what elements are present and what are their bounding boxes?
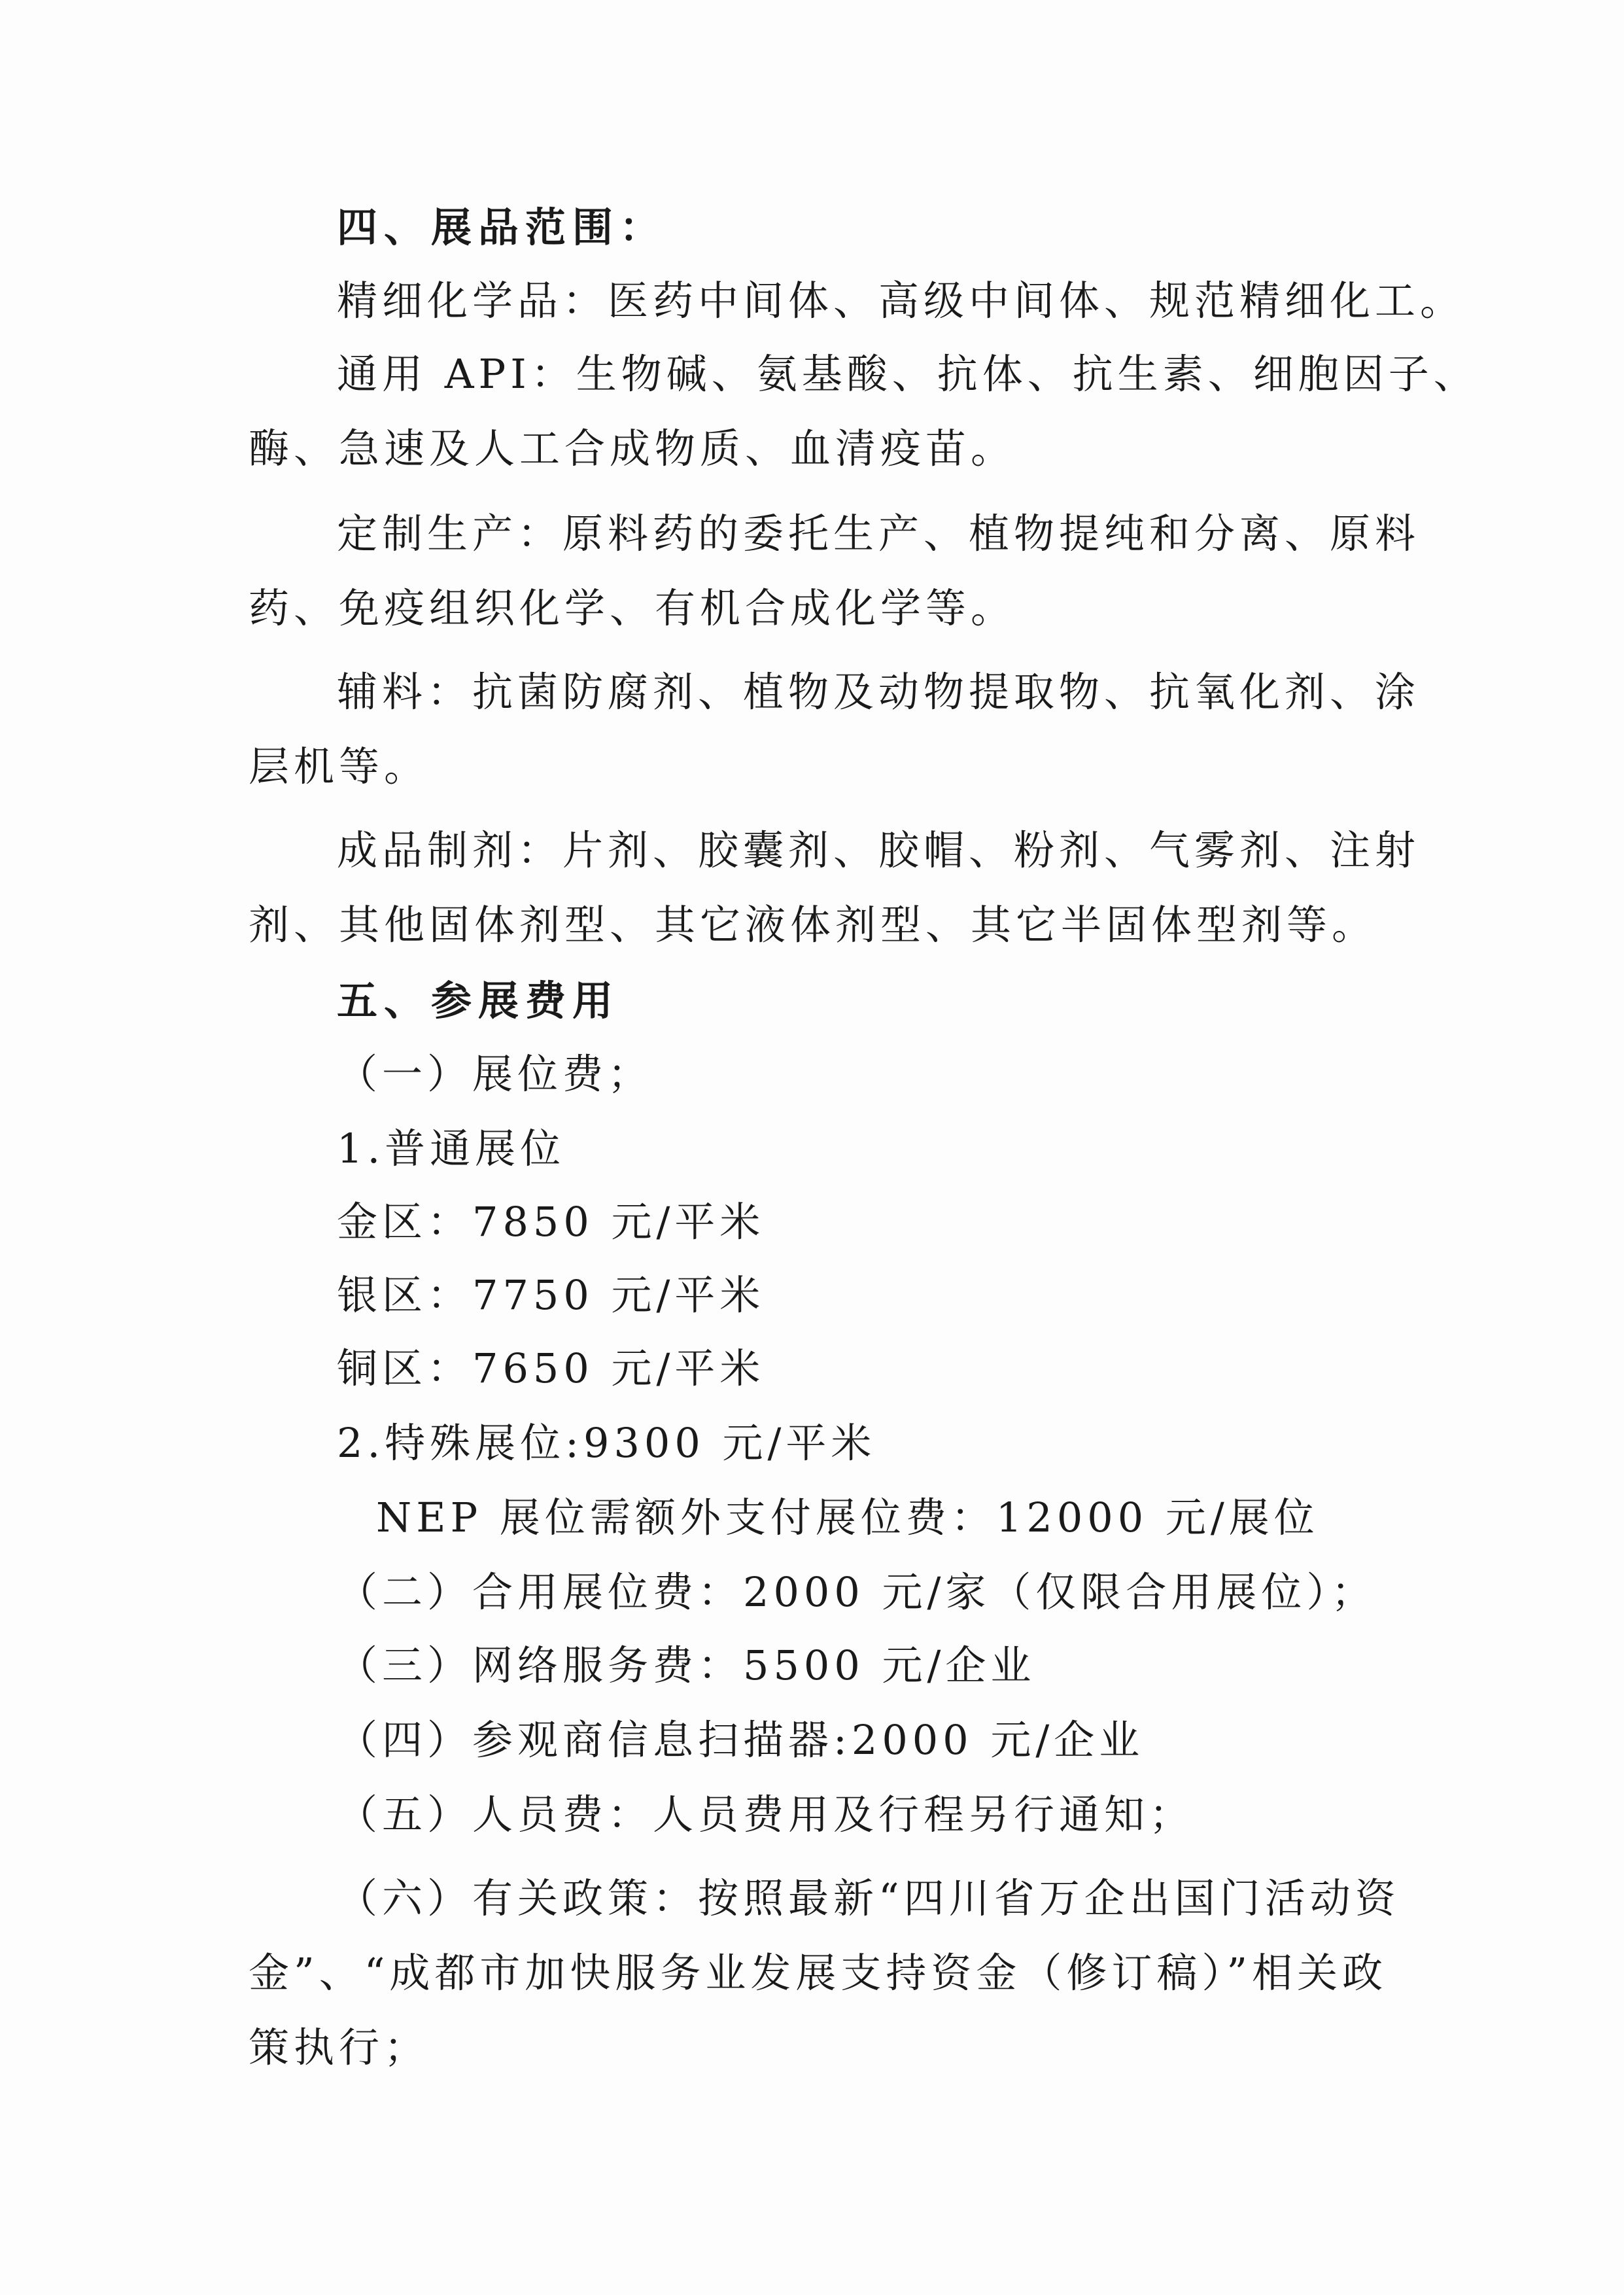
section-heading-fees: 五、参展费用 xyxy=(337,977,620,1025)
fee-item-personnel: （五）人员费：人员费用及行程另行通知； xyxy=(337,1791,1195,1838)
fee-item-gold-zone: 金区：7850 元/平米 xyxy=(337,1198,765,1246)
fee-item-visitor-scanner: （四）参观商信息扫描器:2000 元/企业 xyxy=(337,1716,1145,1764)
paragraph-api-line-2: 酶、急速及人工合成物质、血清疫苗。 xyxy=(249,425,1016,472)
paragraph-fine-chemicals: 精细化学品：医药中间体、高级中间体、规范精细化工。 xyxy=(337,277,1466,324)
fee-item-policy-line-2: 金”、“成都市加快服务业发展支持资金（修订稿）”相关政 xyxy=(249,1949,1388,1997)
paragraph-finished-line-2: 剂、其他固体剂型、其它液体剂型、其它半固体型剂等。 xyxy=(249,901,1377,949)
fee-item-booth: （一）展位费； xyxy=(337,1050,653,1098)
fee-item-special-booth: 2.特殊展位:9300 元/平米 xyxy=(337,1419,876,1467)
fee-item-policy-line-3: 策执行； xyxy=(249,2023,430,2071)
fee-item-standard-booth: 1.普通展位 xyxy=(337,1125,566,1172)
fee-item-silver-zone: 银区：7750 元/平米 xyxy=(337,1271,765,1319)
section-heading-exhibit-scope: 四、展品范围： xyxy=(337,203,667,251)
paragraph-api-line-1: 通用 API：生物碱、氨基酸、抗体、抗生素、细胞因子、 xyxy=(337,350,1479,398)
fee-item-bronze-zone: 铜区：7650 元/平米 xyxy=(337,1344,765,1392)
fee-item-shared-booth: （二）合用展位费：2000 元/家（仅限合用展位）； xyxy=(337,1568,1377,1616)
paragraph-excipients-line-1: 辅料：抗菌防腐剂、植物及动物提取物、抗氧化剂、涂 xyxy=(337,668,1421,716)
fee-item-policy-line-1: （六）有关政策：按照最新“四川省万企出国门活动资 xyxy=(337,1874,1400,1922)
fee-item-nep-booth: NEP 展位需额外支付展位费：12000 元/展位 xyxy=(376,1494,1319,1541)
fee-item-network-service: （三）网络服务费：5500 元/企业 xyxy=(337,1641,1036,1689)
paragraph-excipients-line-2: 层机等。 xyxy=(249,743,430,790)
paragraph-custom-line-2: 药、免疫组织化学、有机合成化学等。 xyxy=(249,584,1016,632)
paragraph-finished-line-1: 成品制剂：片剂、胶囊剂、胶帽、粉剂、气雾剂、注射 xyxy=(337,826,1421,874)
paragraph-custom-line-1: 定制生产：原料药的委托生产、植物提纯和分离、原料 xyxy=(337,510,1421,557)
